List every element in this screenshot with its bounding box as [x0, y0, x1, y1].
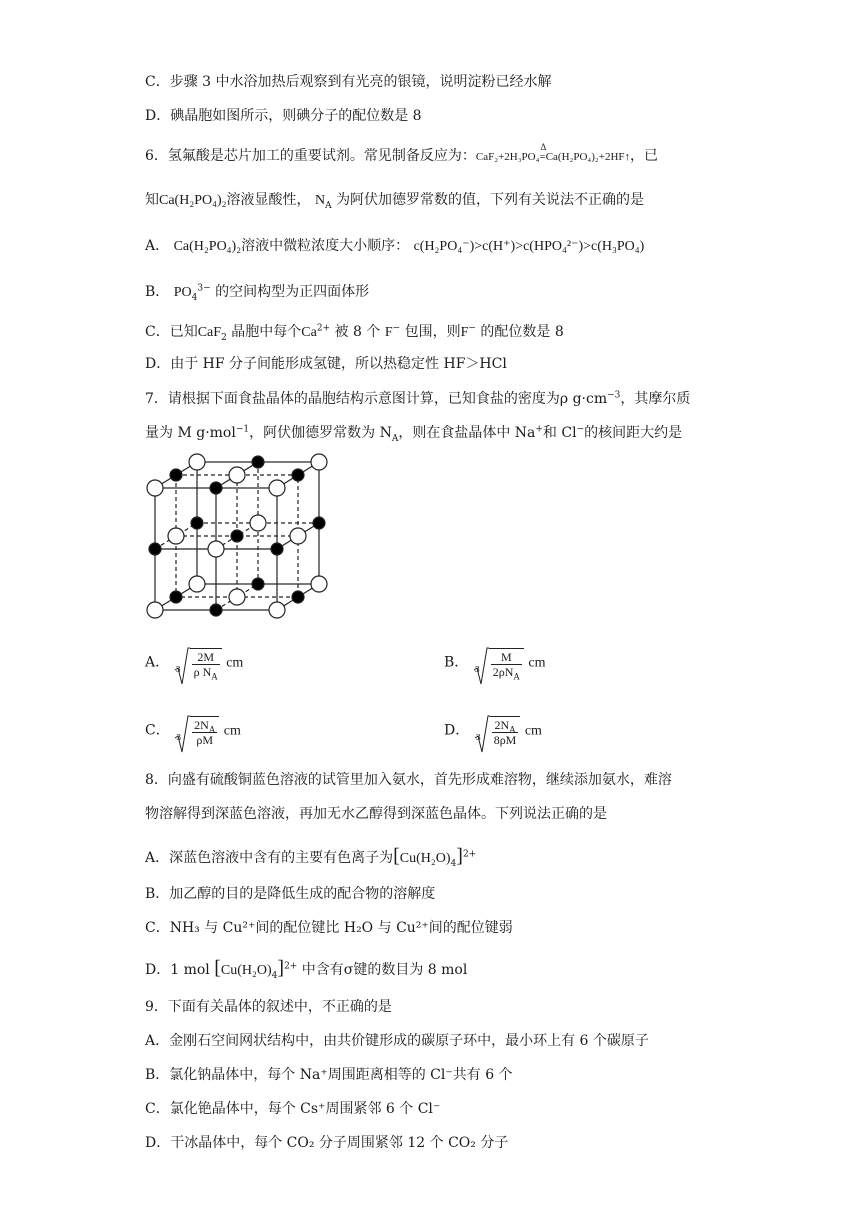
q8-stem-line1: 8．向盛有硫酸铜蓝色溶液的试管里加入氨水，首先形成难溶物，继续添加氨水，难溶 — [145, 772, 672, 788]
q8-stem-line2: 物溶解得到深蓝色溶液，再加无水乙醇得到深蓝色晶体。下列说法正确的是 — [145, 806, 607, 822]
q9-option-b: B．氯化钠晶体中，每个 Na⁺周围距离相等的 Cl⁻共有 6 个 — [145, 1067, 513, 1083]
q9-option-a: A．金刚石空间网状结构中，由共价键形成的碳原子环中，最小环上有 6 个碳原子 — [145, 1033, 649, 1049]
q8-option-a: A．深蓝色溶液中含有的主要有色离子为$[Cu(H_2O)_4]^{2+}$ — [145, 845, 477, 869]
nacl-unit-cell-figure — [145, 452, 335, 627]
q7-option-a: A． 3 $\frac{2M}{\rho N_A}$ cm — [145, 646, 243, 679]
q9-option-d: D．干冰晶体中，每个 CO₂ 分子周围紧邻 12 个 CO₂ 分子 — [145, 1135, 509, 1151]
q7-option-d: D． 3 $\frac{2N_A}{8\rho M}$ cm — [444, 714, 542, 747]
q6-stem-line2: 知Ca(H₂PO₄)₂溶液显酸性， $N_A$ 为阿伏加德罗常数的值，下列有关说法不正确的是 — [145, 192, 645, 211]
q5-option-d: D．碘晶胞如图所示，则碘分子的配位数是 8 — [145, 108, 422, 124]
q6-option-a: A． Ca(H₂PO₄)₂溶液中微粒浓度大小顺序： c(H₂PO₄⁻)>c(H⁺)>c(HPO₄²⁻)>c(H₃PO₄) — [145, 238, 645, 254]
q6-option-b: B． $PO_4^{3-}$ 的空间构型为正四面体形 — [145, 283, 370, 303]
q8-option-b: B．加乙醇的目的是降低生成的配合物的溶解度 — [145, 886, 436, 902]
q8-option-c: C．NH₃ 与 Cu²⁺间的配位键比 H₂O 与 Cu²⁺间的配位键弱 — [145, 920, 513, 936]
q6-stem-line1: 6．氢氟酸是芯片加工的重要试剂。常见制备反应为：CaF₂+2H₃PO₄ Δ =Ca(H₂PO₄)₂+2HF↑，已 — [145, 142, 659, 164]
q5-option-c: C．步骤 3 中水浴加热后观察到有光亮的银镜，说明淀粉已经水解 — [145, 74, 552, 90]
q9-stem: 9．下面有关晶体的叙述中，不正确的是 — [145, 999, 392, 1015]
q9-option-c: C．氯化铯晶体中，每个 Cs⁺周围紧邻 6 个 Cl⁻ — [145, 1101, 441, 1117]
q6-option-c: C．已知CaF$_2$ 晶胞中每个$Ca^{2+}$ 被 8 个 F− 包围，则F− 的配位数是 8 — [145, 323, 564, 343]
q6-option-d: D．由于 HF 分子间能形成氢键，所以热稳定性 HF＞HCl — [145, 356, 507, 372]
q7-stem-line1: 7．请根据下面食盐晶体的晶胞结构示意图计算，已知食盐的密度为ρ $g\cdot cm^{-3}$，其摩尔质 — [145, 390, 691, 407]
q7-stem-line2: 量为 M g·mol$^{-1}$，阿伏伽德罗常数为 $N_A$，则在食盐晶体中 Na+和 Cl−的核间距大约是 — [145, 424, 683, 444]
q7-option-c: C． 3 $\frac{2N_A}{\rho M}$ cm — [145, 714, 241, 747]
q7-option-b: B． 3 $\frac{M}{2\rho N_A}$ cm — [444, 646, 545, 679]
q8-option-d: D．1 mol $[Cu(H_2O)_4]^{2+}$ 中含有σ键的数目为 8 mol — [145, 957, 468, 981]
